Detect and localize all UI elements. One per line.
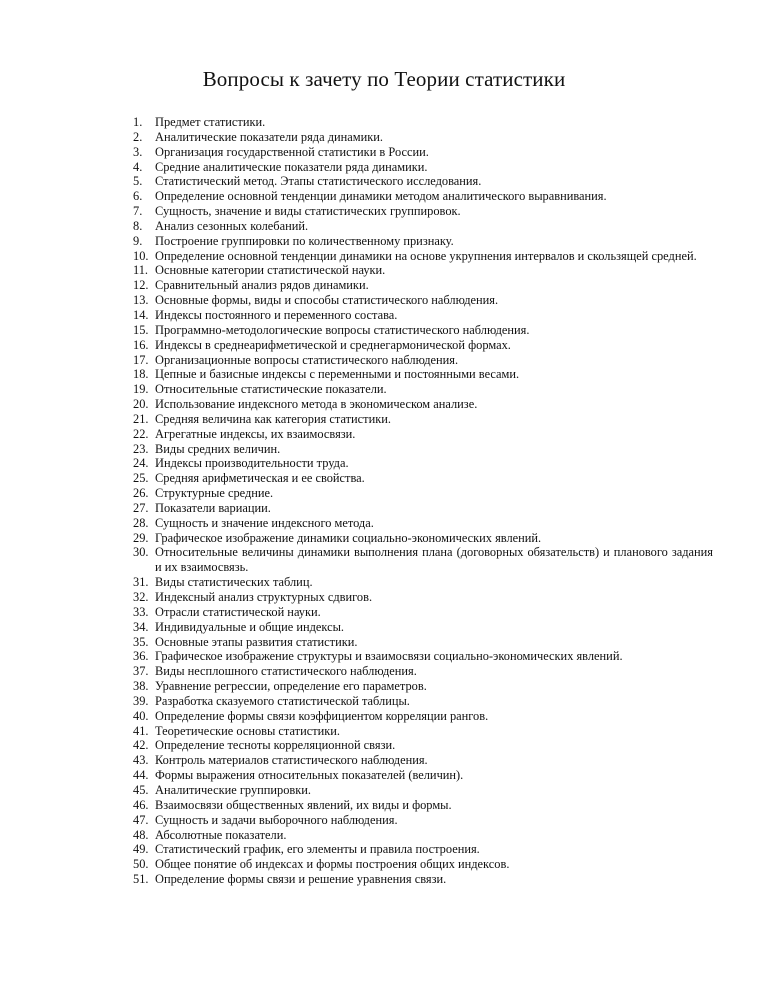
- question-text: Контроль материалов статистического наблюдения.: [155, 753, 428, 768]
- question-text: Сущность, значение и виды статистических группировок.: [155, 204, 461, 219]
- question-number: 25.: [133, 471, 149, 486]
- question-text: Аналитические показатели ряда динамики.: [155, 129, 383, 144]
- question-text: Определение формы связи коэффициентом корреляции рангов.: [155, 708, 489, 723]
- question-item: [0, 397, 768, 412]
- question-item: [0, 442, 768, 457]
- question-text: Виды статистических таблиц.: [155, 575, 313, 590]
- question-item: [0, 813, 768, 828]
- question-item: [0, 412, 768, 427]
- question-text: Графическое изображение динамики социально-экономических явлений.: [155, 530, 542, 545]
- question-text: Основные категории статистической науки.: [155, 263, 386, 278]
- question-number: 49.: [133, 842, 149, 857]
- question-number: 35.: [133, 634, 149, 649]
- question-item: [0, 753, 768, 768]
- question-number: 41.: [133, 723, 149, 738]
- question-text: Относительные величины динамики выполнения плана (договорных обязательств) и планового задания и их взаимосвязь.: [155, 545, 713, 575]
- question-number: 11.: [133, 263, 149, 278]
- question-text: Использование индексного метода в экономическом анализе.: [155, 397, 478, 412]
- question-number: 46.: [133, 797, 149, 812]
- question-number: 23.: [133, 441, 149, 456]
- question-item: [0, 545, 768, 575]
- question-text: Индексный анализ структурных сдвигов.: [155, 590, 373, 604]
- question-text: Общее понятие об индексах и формы построения общих индексов.: [155, 857, 510, 872]
- question-text: Виды несплошного статистического наблюдения.: [155, 664, 417, 679]
- question-text: Программно-методологические вопросы статистического наблюдения.: [155, 322, 530, 337]
- question-item: [0, 367, 768, 382]
- question-text: Индексы в среднеарифметической и среднегармонической формах.: [155, 337, 511, 352]
- question-text: Виды средних величин.: [155, 441, 281, 456]
- question-item: [0, 679, 768, 694]
- question-number: 26.: [133, 486, 149, 501]
- question-item: [0, 709, 768, 724]
- question-item: [0, 382, 768, 397]
- question-number: 22.: [133, 426, 149, 441]
- question-number: 24.: [133, 456, 149, 471]
- question-text: Статистический график, его элементы и правила построения.: [155, 842, 480, 857]
- question-text: Построение группировки по количественному признаку.: [155, 233, 454, 248]
- question-number: 8.: [133, 218, 143, 233]
- question-item: [0, 620, 768, 635]
- question-item: [0, 160, 768, 175]
- question-number: 40.: [133, 708, 149, 723]
- question-item: [0, 456, 768, 471]
- question-number: 50.: [133, 857, 149, 872]
- question-text: Определение основной тенденции динамики методом аналитического выравнивания.: [155, 189, 607, 204]
- question-item: [0, 590, 768, 605]
- question-number: 51.: [133, 872, 149, 887]
- question-text: Средняя величина как категория статистики.: [155, 411, 391, 426]
- question-number: 1.: [133, 115, 143, 129]
- question-item: [0, 189, 768, 204]
- question-item: [0, 738, 768, 753]
- question-item: [0, 828, 768, 843]
- question-text: Агрегатные индексы, их взаимосвязи.: [155, 426, 356, 441]
- question-text: Организационные вопросы статистического наблюдения.: [155, 352, 459, 367]
- question-text: Показатели вариации.: [155, 500, 271, 515]
- question-text: Взаимосвязи общественных явлений, их виды и формы.: [155, 797, 452, 812]
- question-number: 34.: [133, 619, 149, 634]
- question-text: Организация государственной статистики в России.: [155, 144, 429, 159]
- question-item: [0, 353, 768, 368]
- question-item: [0, 516, 768, 531]
- question-item: [0, 278, 768, 293]
- question-text: Определение формы связи и решение уравнения связи.: [155, 872, 447, 887]
- question-number: 3.: [133, 144, 143, 159]
- question-item: [0, 605, 768, 620]
- question-number: 39.: [133, 693, 149, 708]
- question-item: [0, 115, 768, 130]
- question-text: Индивидуальные и общие индексы.: [155, 619, 345, 634]
- question-item: [0, 130, 768, 145]
- question-text: Предмет статистики.: [155, 115, 266, 129]
- question-item: [0, 338, 768, 353]
- question-text: Структурные средние.: [155, 486, 274, 501]
- question-number: 21.: [133, 411, 149, 426]
- question-text: Основные формы, виды и способы статистического наблюдения.: [155, 293, 499, 308]
- question-number: 20.: [133, 397, 149, 412]
- question-text: Сущность и задачи выборочного наблюдения.: [155, 812, 398, 827]
- question-text: Средняя арифметическая и ее свойства.: [155, 471, 365, 486]
- question-item: [0, 664, 768, 679]
- question-number: 30.: [133, 545, 149, 560]
- question-text: Абсолютные показатели.: [155, 827, 287, 842]
- question-text: Графическое изображение структуры и взаимосвязи социально-экономических явлений.: [155, 649, 623, 664]
- question-item: [0, 204, 768, 219]
- question-text: Определение тесноты корреляционной связи.: [155, 738, 396, 753]
- question-text: Индексы постоянного и переменного состава.: [155, 307, 398, 322]
- question-number: 28.: [133, 515, 149, 530]
- question-item: [0, 575, 768, 590]
- question-text: Формы выражения относительных показателей (величин).: [155, 768, 464, 783]
- question-item: [0, 145, 768, 160]
- question-number: 17.: [133, 352, 149, 367]
- question-item: [0, 174, 768, 189]
- question-number: 9.: [133, 233, 143, 248]
- question-text: Определение основной тенденции динамики на основе укрупнения интервалов и скользящей средней.: [155, 248, 697, 263]
- question-item: [0, 768, 768, 783]
- question-number: 44.: [133, 768, 149, 783]
- question-text: Аналитические группировки.: [155, 782, 312, 797]
- question-number: 5.: [133, 174, 143, 189]
- question-item: [0, 486, 768, 501]
- question-item: [0, 783, 768, 798]
- question-item: [0, 427, 768, 442]
- question-number: 43.: [133, 753, 149, 768]
- question-number: 6.: [133, 189, 143, 204]
- page-title: Вопросы к зачету по Теории статистики: [202, 67, 566, 91]
- question-number: 33.: [133, 604, 149, 619]
- question-number: 15.: [133, 322, 149, 337]
- question-number: 45.: [133, 782, 149, 797]
- question-number: 13.: [133, 293, 149, 308]
- question-number: 12.: [133, 278, 149, 293]
- question-number: 4.: [133, 159, 143, 174]
- question-text: Основные этапы развития статистики.: [155, 634, 358, 649]
- question-number: 42.: [133, 738, 149, 753]
- question-number: 18.: [133, 367, 149, 382]
- question-text: Уравнение регрессии, определение его параметров.: [155, 679, 427, 694]
- question-item: [0, 308, 768, 323]
- question-number: 32.: [133, 590, 149, 604]
- question-number: 2.: [133, 129, 143, 144]
- question-number: 29.: [133, 530, 149, 545]
- question-item: [0, 635, 768, 650]
- question-number: 38.: [133, 679, 149, 694]
- question-item: [0, 219, 768, 234]
- question-item: [0, 501, 768, 516]
- question-item: [0, 649, 768, 664]
- question-number: 27.: [133, 500, 149, 515]
- question-number: 19.: [133, 382, 149, 397]
- question-item: [0, 872, 768, 887]
- question-list: [0, 115, 768, 887]
- question-number: 16.: [133, 337, 149, 352]
- question-item: [0, 857, 768, 872]
- question-item: [0, 471, 768, 486]
- question-text: Относительные статистические показатели.: [155, 382, 387, 397]
- question-number: 7.: [133, 204, 143, 219]
- question-text: Отрасли статистической науки.: [155, 604, 321, 619]
- question-text: Сравнительный анализ рядов динамики.: [155, 278, 369, 293]
- question-item: [0, 724, 768, 739]
- question-item: [0, 694, 768, 709]
- question-item: [0, 293, 768, 308]
- question-text: Цепные и базисные индексы с переменными и постоянными весами.: [155, 367, 520, 382]
- question-item: [0, 842, 768, 857]
- question-item: [0, 323, 768, 338]
- question-number: 37.: [133, 664, 149, 679]
- question-number: 10.: [133, 248, 149, 263]
- question-text: Теоретические основы статистики.: [155, 723, 341, 738]
- question-item: [0, 531, 768, 546]
- question-text: Разработка сказуемого статистической таблицы.: [155, 693, 410, 708]
- question-text: Статистический метод. Этапы статистического исследования.: [155, 174, 482, 189]
- question-number: 36.: [133, 649, 149, 664]
- question-item: [0, 249, 768, 264]
- question-text: Сущность и значение индексного метода.: [155, 515, 374, 530]
- question-number: 31.: [133, 575, 149, 590]
- question-item: [0, 263, 768, 278]
- question-text: Анализ сезонных колебаний.: [155, 218, 309, 233]
- question-number: 47.: [133, 812, 149, 827]
- question-number: 48.: [133, 827, 149, 842]
- question-item: [0, 234, 768, 249]
- question-text: Средние аналитические показатели ряда динамики.: [155, 159, 428, 174]
- question-text: Индексы производительности труда.: [155, 456, 349, 471]
- question-number: 14.: [133, 307, 149, 322]
- question-item: [0, 798, 768, 813]
